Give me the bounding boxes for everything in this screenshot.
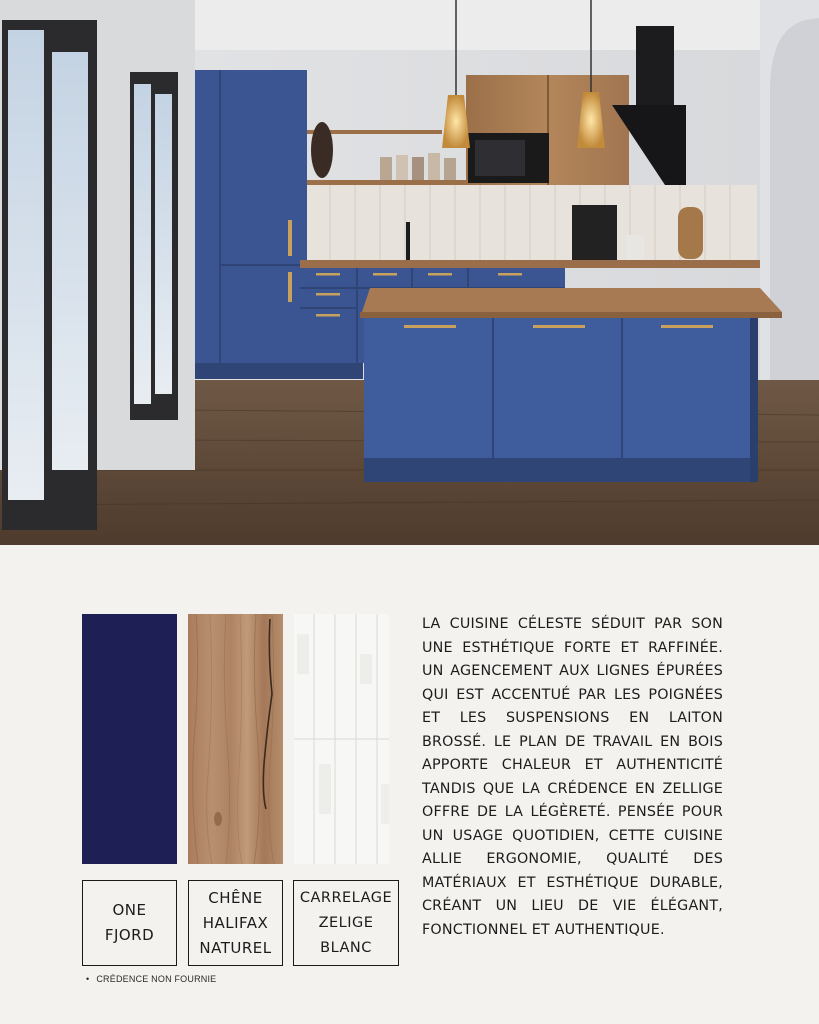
swatch-carrelage-zelige	[294, 614, 389, 864]
footnote-text: CRÉDENCE NON FOURNIE	[96, 974, 217, 984]
swatch-one-fjord	[82, 614, 177, 864]
label-one-fjord: ONE FJORD	[82, 880, 177, 966]
hood-chimney	[636, 26, 674, 106]
peninsula-side	[750, 318, 758, 482]
swatch-chene-halifax	[188, 614, 283, 864]
window-pane-1b	[52, 52, 88, 470]
peninsula-plinth	[364, 458, 756, 482]
window-pane-1a	[8, 30, 44, 500]
footnote	[86, 974, 216, 984]
label-carrelage-zelige-blanc: CARRELAGE ZELIGE BLANC	[293, 880, 399, 966]
tall-cabinet	[195, 70, 307, 365]
wood-crack	[263, 619, 272, 809]
description-text: LA CUISINE CÉLESTE SÉDUIT PAR SON UNE ESTHÉTIQUE FORTE ET RAFFINÉE. UN AGENCEMENT AUX LIGNES ÉPURÉES QUI EST ACCENTUÉ PAR LES POIGNÉES ET LES SUSPENSIONS EN LAITON BROSSÉ. LE PLAN DE TRAVAIL EN BOIS APPORTE CHALEUR ET AUTHENTICITÉ TANDIS QUE LA CRÉDENCE EN ZELLIGE OFFRE DE LA LÉGÈRETÉ. PENSÉE POUR UN USAGE QUOTIDIEN, CETTE CUISINE ALLIE ERGONOMIE, QUALITÉ DES MATÉRIAUX ET ESTHÉTIQUE DURABLE, CRÉANT UN LIEU DE VIE ÉLÉGANT, FONCTIONNEL ET AUTHENTIQUE.	[422, 616, 723, 938]
back-plinth	[195, 363, 363, 379]
hanging-plant	[311, 122, 333, 178]
back-worktop	[300, 260, 760, 268]
wood-grain	[188, 614, 283, 864]
tile-pattern	[294, 614, 389, 864]
utensil-pot	[626, 235, 644, 260]
label-chene-halifax-naturel: CHÊNE HALIFAX NATUREL	[188, 880, 283, 966]
window-pane-2b	[155, 94, 172, 394]
peninsula-cabinets	[364, 318, 756, 458]
bullet-icon: •	[86, 974, 90, 984]
coffee-machine	[572, 205, 617, 260]
shelf-lower	[307, 180, 467, 185]
cutting-board	[678, 207, 703, 259]
faucet	[406, 222, 410, 260]
window-pane-2a	[134, 84, 151, 404]
